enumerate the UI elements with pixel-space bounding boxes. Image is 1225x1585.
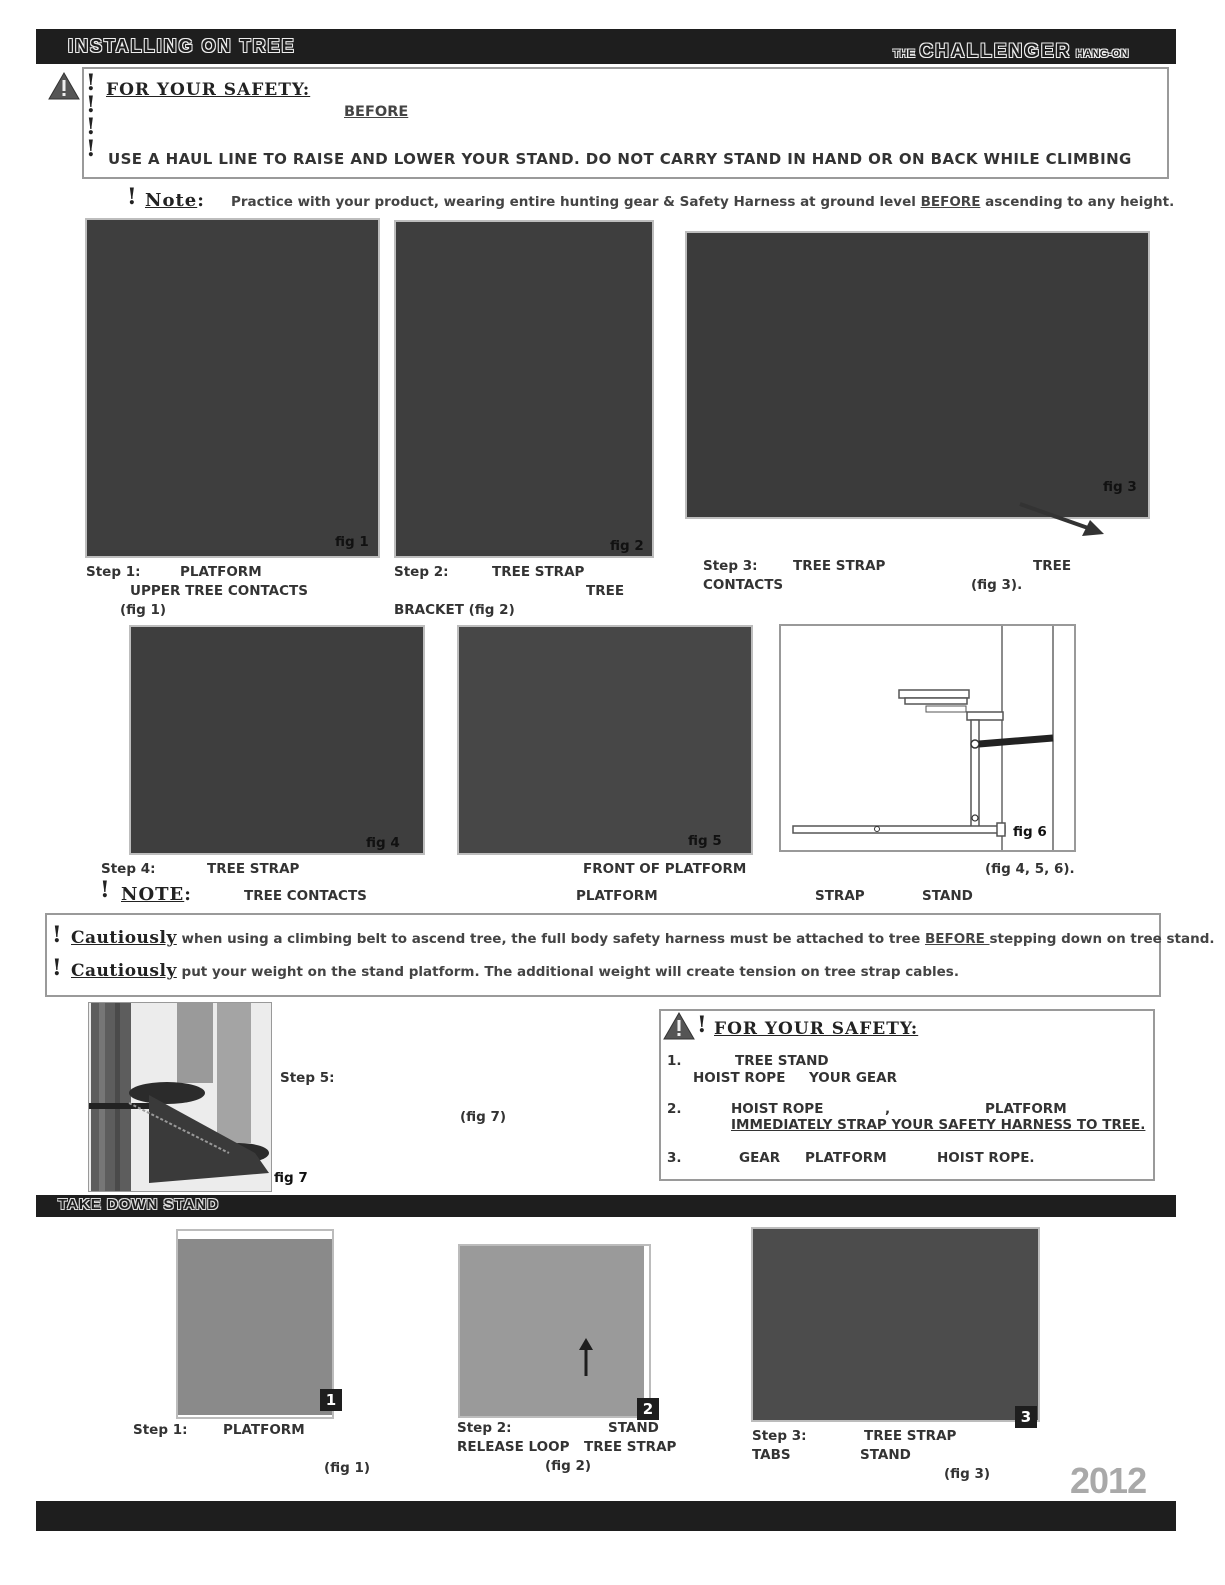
step-4-fig: (fig 4, 5, 6). [985,861,1075,877]
step-5-label: Step 5: [280,1070,335,1086]
note-colon: : [197,190,204,211]
haul-line-text: USE A HAUL LINE TO RAISE AND LOWER YOUR STAND. DO NOT CARRY STAND IN HAND OR ON BACK WHILE CLIMBING [108,150,1132,168]
note2-stand: STAND [922,888,973,904]
td-step-1-label: Step 1: [133,1422,188,1438]
safety-2-n3: 3. [667,1150,682,1166]
note-before: BEFORE [920,194,981,210]
step-3-strap: TREE STRAP [793,558,886,574]
takedown-figure-1-image [178,1239,332,1415]
brand-logo [893,41,1128,63]
safety-2-title: FOR YOUR SAFETY: [714,1019,919,1039]
caution-1-exclamation: ! [52,922,62,948]
note2-platform: PLATFORM [576,888,658,904]
step-1-platform: PLATFORM [180,564,262,580]
note2-exclamation: ! [100,877,110,903]
step-4-strap: TREE STRAP [207,861,300,877]
safety-2-i2-rope: HOIST ROPE [731,1101,824,1117]
stand-diagram [781,626,1074,850]
figure-2 [394,220,654,558]
td-step-2-stand: STAND [608,1420,659,1436]
safety-2-i1-rope: HOIST ROPE [693,1070,786,1086]
caution-1-before: BEFORE [924,931,990,947]
arrow-icon [1016,500,1106,540]
fig-6-label: fig 6 [1013,824,1047,840]
safety-2-list [667,1053,1152,1173]
td-step-2-fig: (fig 2) [545,1458,592,1474]
td-step-2-loop: RELEASE LOOP [457,1439,570,1455]
fig-3-label: fig 3 [1103,479,1137,495]
fig-4-label: fig 4 [366,835,400,851]
badge-1: 1 [320,1389,342,1411]
install-step-1 [86,563,386,623]
figure-5 [457,625,753,855]
install-step-3 [703,557,1123,597]
caution-1-b: stepping down on tree stand. [989,931,1215,947]
caution-2-exclamation: ! [52,955,62,981]
note2-line [121,884,1021,906]
climber-photo [89,1003,272,1192]
step-2-tree: TREE [586,583,625,599]
takedown-figure-2-image [460,1246,644,1416]
note2-strap: STRAP [815,888,865,904]
td-step-3-strap: TREE STRAP [864,1428,957,1444]
takedown-step-1 [133,1421,393,1481]
caution-2-word: Cautiously [71,961,177,981]
td-step-3-tabs: TABS [752,1447,791,1463]
safety-2-i2-platform: PLATFORM [985,1101,1067,1117]
td-step-3-fig: (fig 3) [944,1466,991,1482]
badge-2: 2 [637,1398,659,1420]
brand-name: CHALLENGER [919,41,1072,62]
step-2-strap: TREE STRAP [492,564,585,580]
safety-2-i1-stand: TREE STAND [735,1053,829,1069]
note-label: Note [145,190,198,211]
step-1-contacts: UPPER TREE CONTACTS [130,583,308,599]
safety-2-i2-comma: , [885,1101,891,1117]
badge-3: 3 [1015,1406,1037,1428]
figure-1 [85,218,380,558]
warning-icon [48,72,80,100]
fig-2-label: fig 2 [610,538,644,554]
note-text [231,194,1174,210]
takedown-figure-3 [751,1227,1040,1422]
safety-2-i1-gear: YOUR GEAR [809,1070,897,1086]
step-3-label: Step 3: [703,558,758,574]
safety-title: FOR YOUR SAFETY: [106,80,311,100]
safety-2-i3-rope: HOIST ROPE. [937,1150,1035,1166]
td-step-3-label: Step 3: [752,1428,807,1444]
takedown-figure-1 [176,1229,334,1419]
footer-bar [36,1501,1176,1531]
takedown-step-3 [752,1427,1012,1487]
safety-2-n1: 1. [667,1053,682,1069]
figure-6 [779,624,1076,852]
safety-2-i3-platform: PLATFORM [805,1150,887,1166]
step-1-label: Step 1: [86,564,141,580]
step-1-fig: (fig 1) [120,602,167,618]
brand-the: THE [893,48,915,60]
step-2-bracket: BRACKET (fig 2) [394,602,515,618]
takedown-title: TAKE DOWN STAND [58,1196,220,1213]
td-step-2-label: Step 2: [457,1420,512,1436]
caution-1-word: Cautiously [71,928,177,948]
warning-icon-2 [663,1012,695,1040]
section-title: INSTALLING ON TREE [68,36,296,56]
step-4-front: FRONT OF PLATFORM [583,861,747,877]
figure-4 [129,625,425,855]
note2-colon: : [184,884,191,905]
td-step-2-strap: TREE STRAP [584,1439,677,1455]
note-exclamation: ! [127,184,137,210]
step-2-label: Step 2: [394,564,449,580]
takedown-figure-2 [458,1244,651,1418]
caution-box [45,913,1161,997]
note2-contacts: TREE CONTACTS [244,888,367,904]
caution-line-1 [71,928,1215,948]
td-step-1-fig: (fig 1) [324,1460,371,1476]
year-label: 2012 [1070,1460,1147,1501]
safety-2-i2-harness: IMMEDIATELY STRAP YOUR SAFETY HARNESS TO TREE. [731,1117,1146,1133]
td-step-3-stand: STAND [860,1447,911,1463]
caution-2-text: put your weight on the stand platform. The additional weight will create tension on tree strap cables. [176,964,959,980]
exclamation-column: ! ! ! ! [86,70,96,162]
figure-3 [685,231,1150,519]
step-3-fig: (fig 3). [971,577,1023,593]
step-5-fig: (fig 7) [460,1109,507,1125]
step-3-tree: TREE [1033,558,1072,574]
safety-2-exclamation: ! [697,1012,707,1038]
brand-suffix: HANG-ON [1075,48,1129,60]
note2-label: NOTE [121,884,185,905]
caution-1-a: when using a climbing belt to ascend tree, the full body safety harness must be attached to tree [176,931,925,947]
fig-1-label: fig 1 [335,534,369,550]
takedown-step-2 [457,1419,717,1479]
note-line [145,190,1174,211]
note-text-after: ascending to any height. [980,194,1175,210]
fig-5-label: fig 5 [688,833,722,849]
safety-2-i3-gear: GEAR [739,1150,781,1166]
safety-before: BEFORE [344,104,409,120]
figure-7-photo [88,1002,272,1192]
fig-7-label: fig 7 [274,1170,308,1186]
note-text-before: Practice with your product, wearing entire hunting gear & Safety Harness at ground level [230,194,921,210]
install-step-2 [394,563,684,623]
up-arrow-icon [578,1338,594,1378]
safety-2-n2: 2. [667,1101,682,1117]
step-4-label: Step 4: [101,861,156,877]
step-3-contacts: CONTACTS [703,577,784,593]
install-step-4 [101,860,1101,880]
td-step-1-platform: PLATFORM [223,1422,305,1438]
caution-line-2 [71,961,959,981]
